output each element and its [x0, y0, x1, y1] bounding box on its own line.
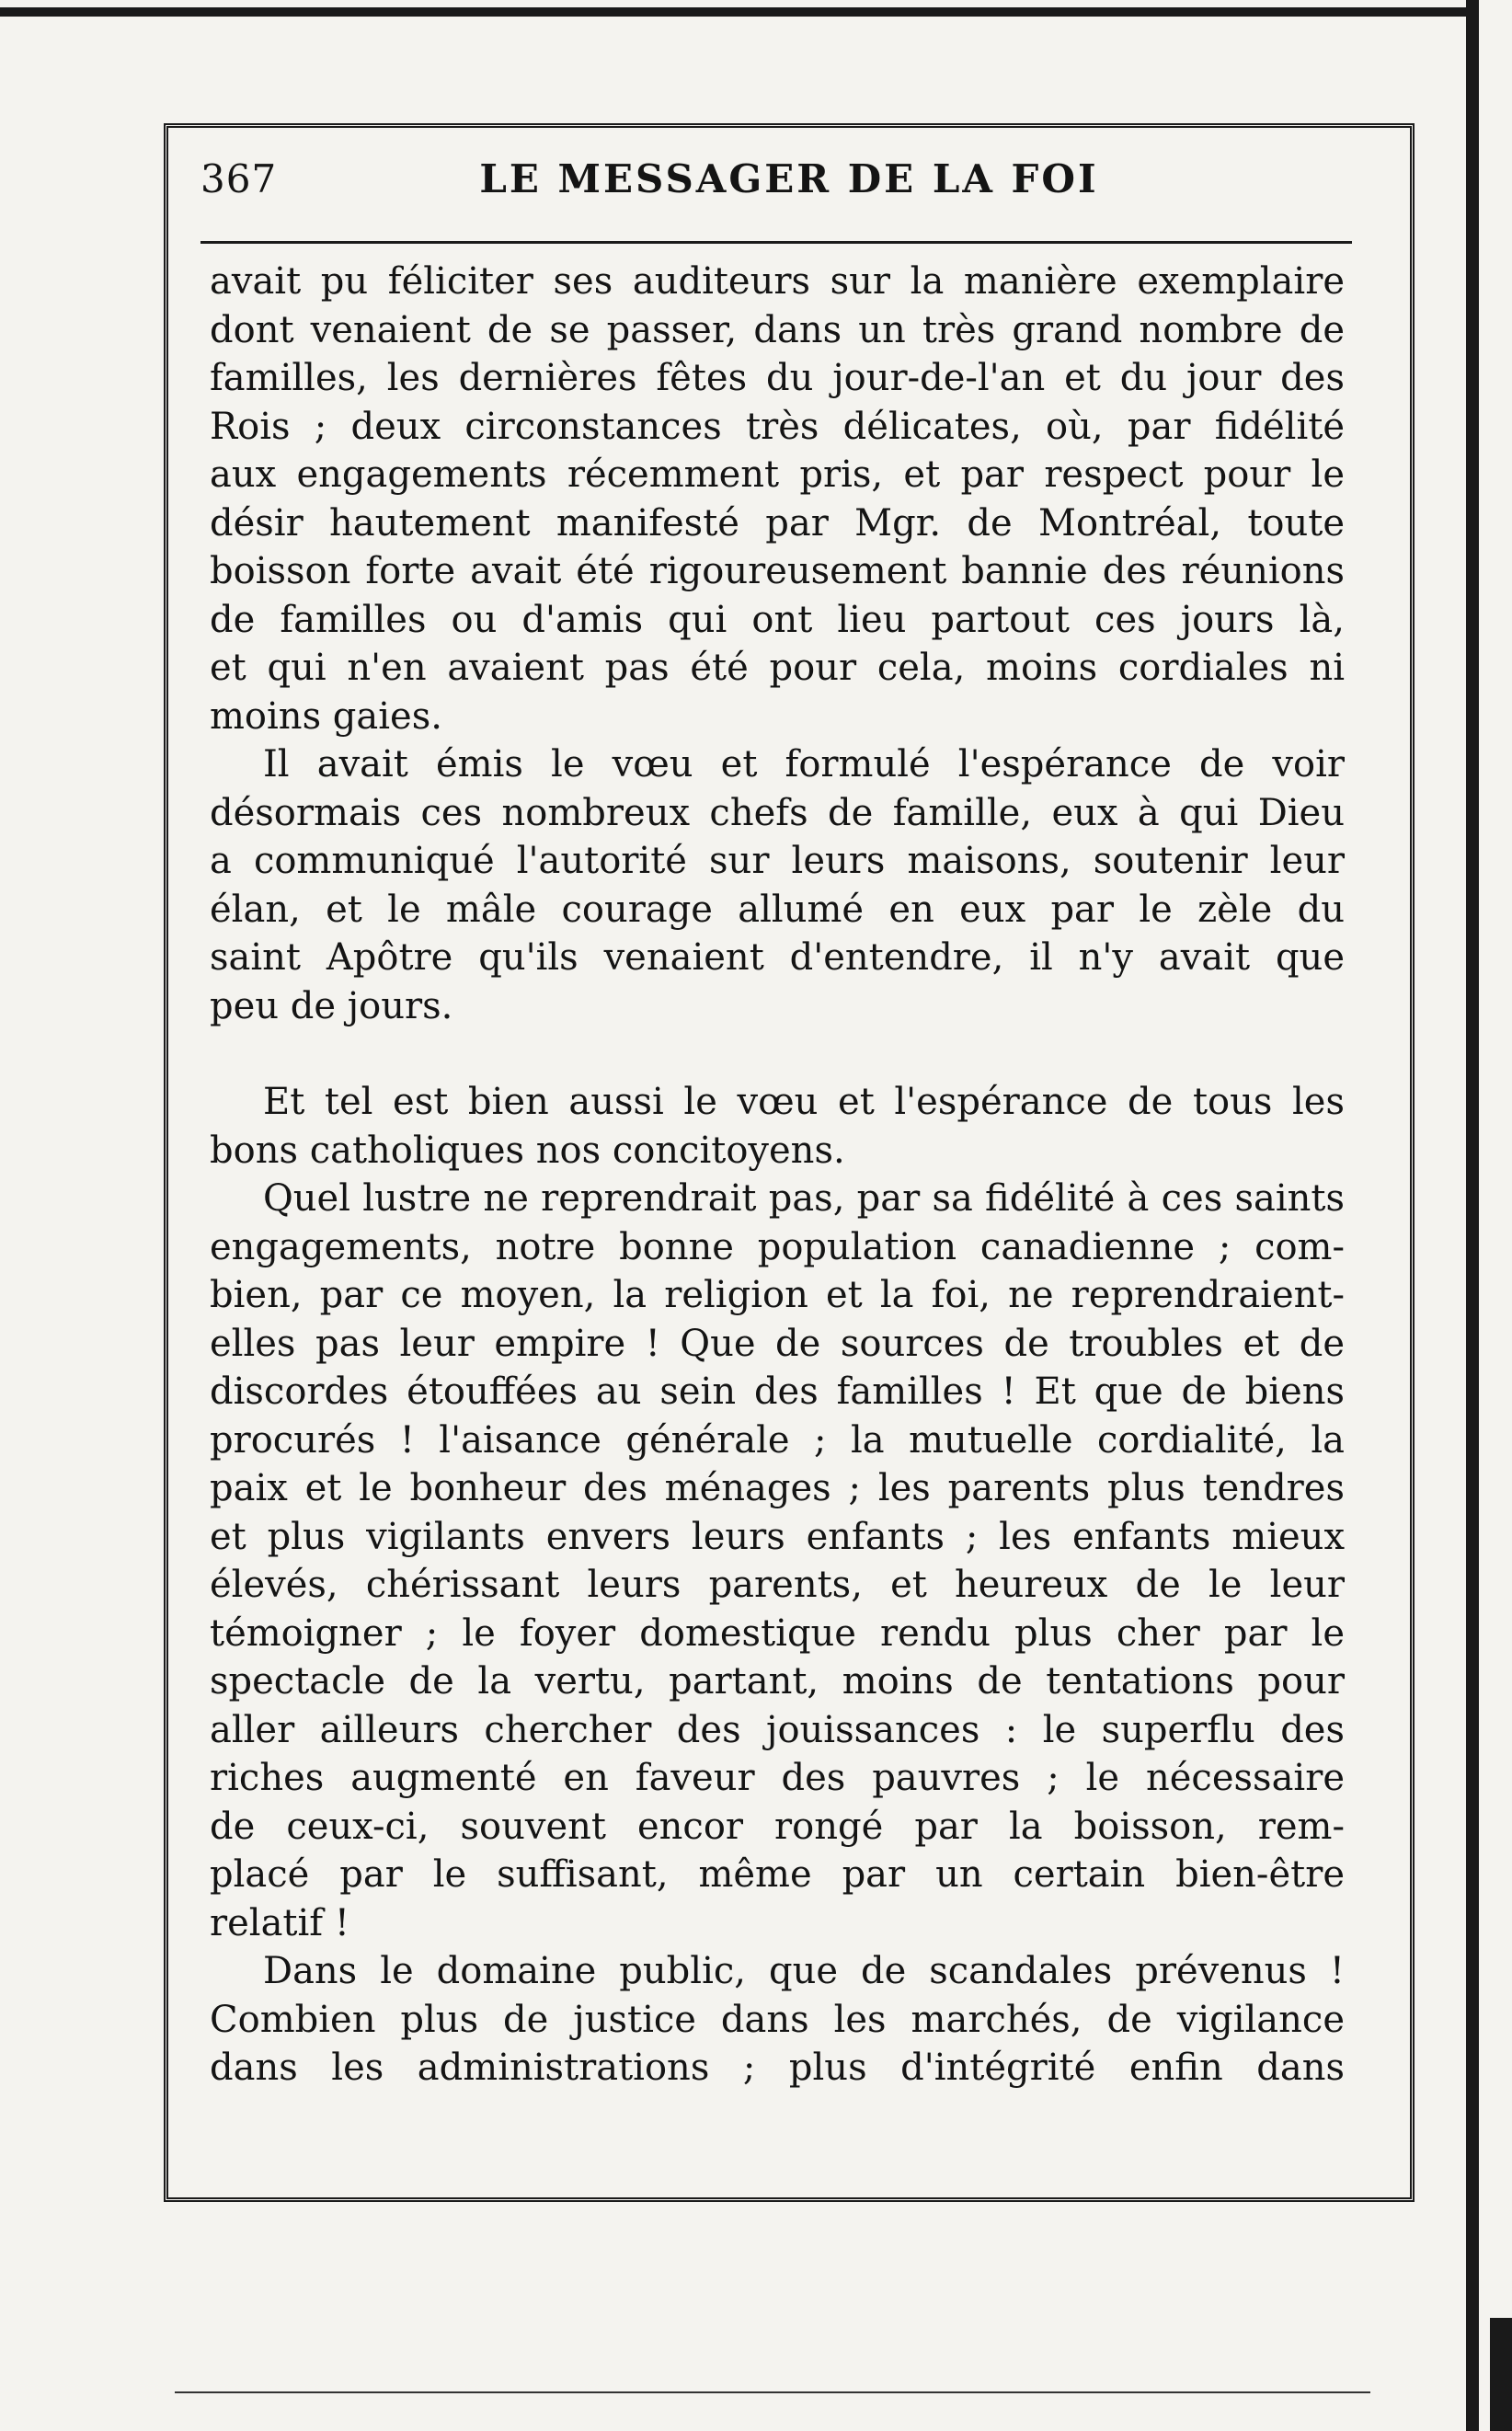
text-line: dont venaient de se passer, dans un très grand nombre de	[210, 308, 1345, 351]
text-line: Il avait émis le vœu et formulé l'espérance de voir	[263, 743, 1345, 785]
text-line: discordes étouffées au sein des familles ! Et que de biens	[210, 1370, 1345, 1413]
text-line: témoigner ; le foyer domestique rendu plus cher par le	[210, 1611, 1345, 1655]
paragraph	[210, 258, 1345, 740]
bottom-edge-rule	[175, 2391, 1370, 2393]
text-line: engagements, notre bonne population canadienne ; com-	[210, 1225, 1345, 1268]
text-line: spectacle de la vertu, partant, moins de tentations pour	[210, 1660, 1345, 1703]
text-line: aux engagements récemment pris, et par respect pour le	[210, 453, 1345, 496]
text-line: relatif !	[210, 1901, 349, 1944]
text-line: et qui n'en avaient pas été pour cela, moins cordiales ni	[210, 647, 1345, 689]
running-title: LE MESSAGER DE LA FOI	[479, 156, 1099, 201]
text-line: peu de jours.	[210, 984, 453, 1027]
text-line: bien, par ce moyen, la religion et la foi, ne reprendraient-	[210, 1274, 1345, 1316]
text-line: Combien plus de justice dans les marchés, de vigilance	[210, 1998, 1345, 2041]
text-line: de familles ou d'amis qui ont lieu partout ces jours là,	[210, 598, 1345, 641]
text-line: procurés ! l'aisance générale ; la mutuelle cordialité, la	[210, 1418, 1345, 1462]
text-line: Quel lustre ne reprendrait pas, par sa fidélité à ces saints	[263, 1177, 1345, 1220]
text-line: désir hautement manifesté par Mgr. de Montréal, toute	[210, 501, 1345, 545]
right-page-edge	[1466, 0, 1479, 2431]
text-line: Et tel est bien aussi le vœu et l'espérance de tous les	[263, 1081, 1345, 1123]
bottom-edge-mark	[1490, 2318, 1512, 2431]
text-line: riches augmenté en faveur des pauvres ; le nécessaire	[210, 1757, 1345, 1799]
text-line: aller ailleurs chercher des jouissances : le superflu des	[210, 1708, 1345, 1751]
paragraph	[210, 1175, 1345, 1947]
paragraph-gap	[210, 1030, 1345, 1078]
text-line: boisson forte avait été rigoureusement bannie des réunions	[210, 550, 1345, 592]
text-line: saint Apôtre qu'ils venaient d'entendre, il n'y avait que	[210, 936, 1345, 979]
text-line: a communiqué l'autorité sur leurs maisons, soutenir leur	[210, 840, 1345, 882]
text-line: elles pas leur empire ! Que de sources de troubles et de	[210, 1322, 1345, 1365]
text-line: avait pu féliciter ses auditeurs sur la manière exemplaire	[210, 260, 1345, 303]
text-line: dans les administrations ; plus d'intégrité enfin dans	[210, 2047, 1345, 2089]
text-line: et plus vigilants envers leurs enfants ; les enfants mieux	[210, 1515, 1345, 1558]
top-edge-rule	[0, 7, 1472, 17]
header-rule	[200, 241, 1352, 244]
text-line: bons catholiques nos concitoyens.	[210, 1129, 845, 1172]
text-line: élan, et le mâle courage allumé en eux par le zèle du	[210, 888, 1345, 931]
text-line: Dans le domaine public, que de scandales prévenus !	[263, 1950, 1345, 1992]
text-line: paix et le bonheur des ménages ; les parents plus tendres	[210, 1467, 1345, 1509]
text-line: moins gaies.	[210, 694, 442, 738]
text-line: de ceux-ci, souvent encor rongé par la boisson, rem-	[210, 1805, 1345, 1848]
text-line: placé par le suffisant, même par un certain bien-être	[210, 1853, 1345, 1896]
text-line: familles, les dernières fêtes du jour-de-l'an et du jour des	[210, 357, 1345, 399]
running-header	[200, 156, 1378, 221]
text-line: Rois ; deux circonstances très délicates, où, par fidélité	[210, 405, 1345, 448]
paragraph	[210, 740, 1345, 1030]
page-number: 367	[200, 156, 278, 201]
text-line: désormais ces nombreux chefs de famille, eux à qui Dieu	[210, 791, 1345, 834]
text-body	[210, 258, 1345, 2093]
paragraph	[210, 1078, 1345, 1175]
paragraph	[210, 1947, 1345, 2093]
text-line: élevés, chérissant leurs parents, et heureux de le leur	[210, 1564, 1345, 1606]
